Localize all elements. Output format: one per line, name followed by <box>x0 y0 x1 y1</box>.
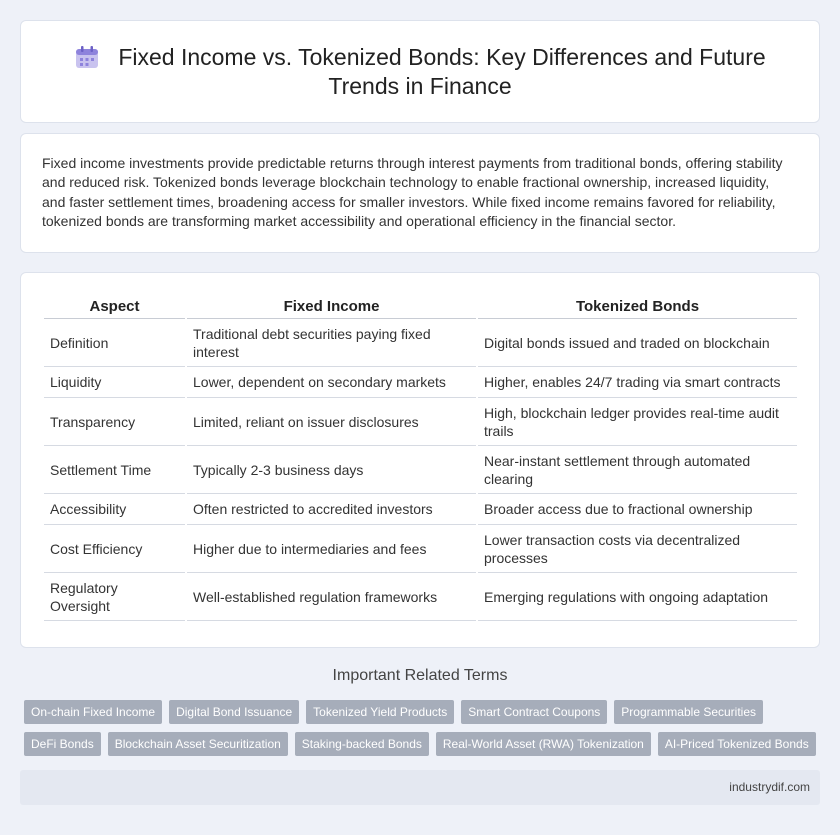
row-aspect: Liquidity <box>44 367 185 398</box>
row-tokenized-bonds: Higher, enables 24/7 trading via smart contracts <box>478 367 797 398</box>
tag-programmable-securities[interactable]: Programmable Securities <box>614 700 763 724</box>
calendar-icon <box>74 45 100 69</box>
tag-tokenized-yield-products[interactable]: Tokenized Yield Products <box>306 700 454 724</box>
table-row <box>44 525 797 573</box>
table-row <box>44 573 797 621</box>
row-aspect: Definition <box>44 319 185 367</box>
table-row <box>44 446 797 494</box>
table-row <box>44 398 797 446</box>
intro-text: Fixed income investments provide predictable returns through interest payments from traditional bonds, offering stability and reduced risk. Tokenized bonds leverage blockchain technology to enable fractional ownership, increased liquidity, and faster settlement times, broadening access for smaller investors. While fixed income remains favored for reliability, tokenized bonds are transforming market accessibility and operational efficiency in the financial sector. <box>42 155 783 229</box>
row-fixed-income: Lower, dependent on secondary markets <box>187 367 476 398</box>
row-fixed-income: Higher due to intermediaries and fees <box>187 525 476 573</box>
row-tokenized-bonds: Emerging regulations with ongoing adaptation <box>478 573 797 621</box>
related-terms-title: Important Related Terms <box>332 667 508 684</box>
tag-staking-backed-bonds[interactable]: Staking-backed Bonds <box>295 732 429 756</box>
tag-digital-bond-issuance[interactable]: Digital Bond Issuance <box>169 700 299 724</box>
table-row <box>44 319 797 367</box>
column-header-fixed-income: Fixed Income <box>187 297 476 319</box>
row-aspect: Accessibility <box>44 494 185 525</box>
table-header-row <box>44 297 797 319</box>
row-aspect: Regulatory Oversight <box>44 573 185 621</box>
footer <box>20 770 820 805</box>
row-fixed-income: Typically 2-3 business days <box>187 446 476 494</box>
page-title: Fixed Income vs. Tokenized Bonds: Key Differences and Future Trends in Finance <box>118 44 766 99</box>
row-tokenized-bonds: Broader access due to fractional ownership <box>478 494 797 525</box>
tag-rwa-tokenization[interactable]: Real-World Asset (RWA) Tokenization <box>436 732 651 756</box>
footer-site-link[interactable]: industrydif.com <box>729 780 810 794</box>
row-tokenized-bonds: Lower transaction costs via decentralized processes <box>478 525 797 573</box>
row-tokenized-bonds: High, blockchain ledger provides real-time audit trails <box>478 398 797 446</box>
row-fixed-income: Well-established regulation frameworks <box>187 573 476 621</box>
row-fixed-income: Often restricted to accredited investors <box>187 494 476 525</box>
intro-card <box>20 133 820 253</box>
row-aspect: Settlement Time <box>44 446 185 494</box>
tag-row <box>24 700 824 724</box>
row-aspect: Cost Efficiency <box>44 525 185 573</box>
table-row <box>44 494 797 525</box>
column-header-tokenized-bonds: Tokenized Bonds <box>478 297 797 319</box>
table-row <box>44 367 797 398</box>
header-card <box>20 20 820 123</box>
related-terms-tags <box>24 700 824 764</box>
tag-blockchain-asset-securitization[interactable]: Blockchain Asset Securitization <box>108 732 288 756</box>
row-aspect: Transparency <box>44 398 185 446</box>
row-tokenized-bonds: Near-instant settlement through automated clearing <box>478 446 797 494</box>
tag-on-chain-fixed-income[interactable]: On-chain Fixed Income <box>24 700 162 724</box>
row-fixed-income: Limited, reliant on issuer disclosures <box>187 398 476 446</box>
tag-ai-priced-tokenized-bonds[interactable]: AI-Priced Tokenized Bonds <box>658 732 816 756</box>
comparison-table <box>42 297 799 621</box>
row-fixed-income: Traditional debt securities paying fixed interest <box>187 319 476 367</box>
tag-defi-bonds[interactable]: DeFi Bonds <box>24 732 101 756</box>
tag-row <box>24 732 824 756</box>
column-header-aspect: Aspect <box>44 297 185 319</box>
row-tokenized-bonds: Digital bonds issued and traded on blockchain <box>478 319 797 367</box>
tag-smart-contract-coupons[interactable]: Smart Contract Coupons <box>461 700 607 724</box>
page-title-wrap <box>21 43 819 101</box>
comparison-card <box>20 272 820 648</box>
